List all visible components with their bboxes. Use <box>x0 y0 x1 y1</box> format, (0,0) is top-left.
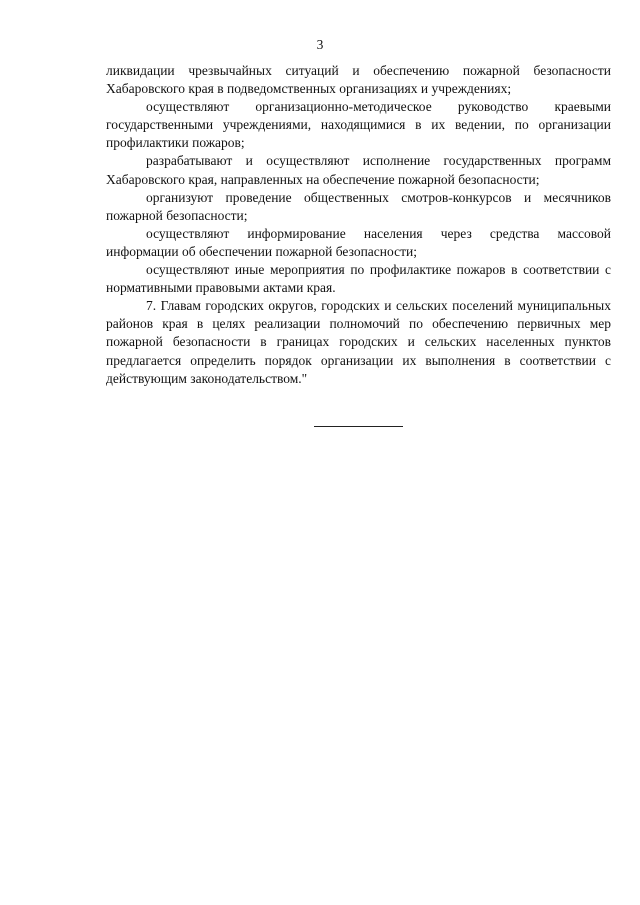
document-body <box>106 62 611 388</box>
closing-divider <box>314 426 403 427</box>
paragraph-item-7: 7. Главам городских округов, городских и сельских поселений муниципальных районов края в целях реализации полномочий по обеспечению первичных мер пожарной безопасности в границах городских и сельских населенных пунктов предлагается определить порядок организации их выполнения в соответствии с действующим законодательством." <box>106 298 611 386</box>
paragraph-state-programs: разрабатывают и осуществляют исполнение государственных программ Хабаровского края, направленных на обеспечение пожарной безопасности; <box>106 153 611 187</box>
page-number: 3 <box>316 37 324 52</box>
paragraph-continuation: ликвидации чрезвычайных ситуаций и обеспечению пожарной безопасности Хабаровского края в подведомственных организациях и учреждениях; <box>106 63 611 97</box>
paragraph-other-measures: осуществляют иные мероприятия по профилактике пожаров в соответствии с нормативными правовыми актами края. <box>106 262 611 296</box>
paragraph-methodical-guidance: осуществляют организационно-методическое руководство краевыми государственными учреждениями, находящимися в их ведении, по организации профилактики пожаров; <box>106 99 611 151</box>
paragraph-contests: организуют проведение общественных смотров-конкурсов и месячников пожарной безопасности; <box>106 189 611 223</box>
paragraph-public-informing: осуществляют информирование населения через средства массовой информации об обеспечении пожарной безопасности; <box>106 225 611 259</box>
